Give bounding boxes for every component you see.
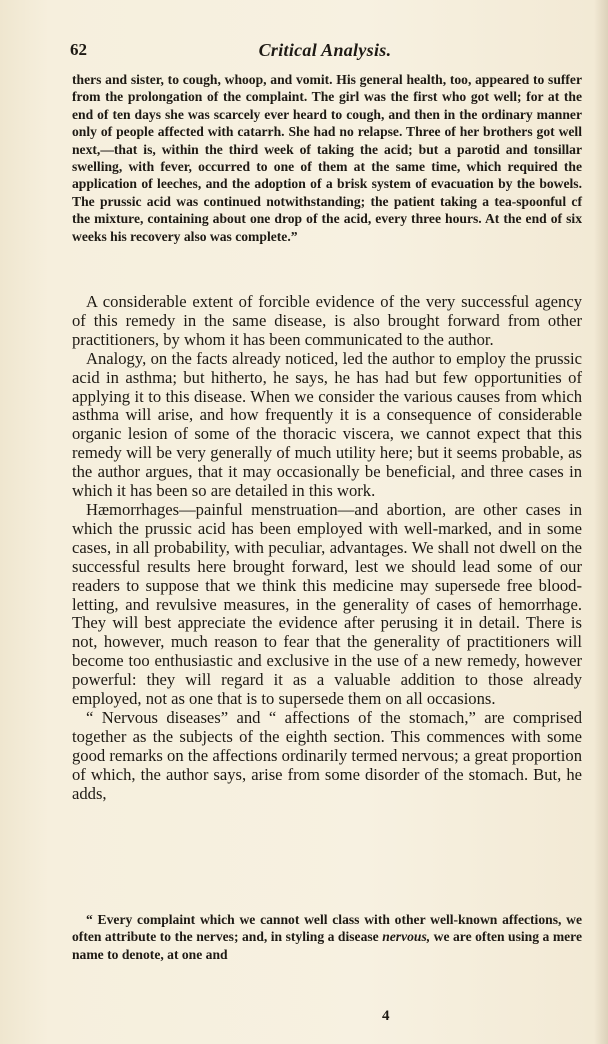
paragraph-asthma: Analogy, on the facts already noticed, led the author to employ the prussic acid in asthma; but hitherto, he says, he has had but few opportunities of applying it to this disease. When we consider the various causes from which asthma will arise, and how frequently it is a consequence of considerable organic lesion of some of the thoracic viscera, we cannot expect that this remedy will be very generally of much utility here; but it seems probable, as the author argues, that it may occasionally be beneficial, and three cases in which it has been so are detailed in this work. [72,348,582,501]
paragraph-haemorrhages: Hæmorrhages—painful menstruation—and abortion, are other cases in which the prussic acid has been employed with well-marked, and in some cases, in all probability, with peculiar, advantages. We shall not dwell on the successful results here brought forward, lest we should lead some of our readers to suppose that we think this medicine may supersede free blood-letting, and revulsive measures, in the generality of cases of hemorrhage. They will best appreciate the evidence after perusing it in detail. There is not, however, much reason to fear that the generality of practitioners will become too enthusiastic and exclusive in the use of a new remedy, however powerful: they will regard it as a valuable addition to those already employed, not as one that is to supersede them on all occasions. [72,499,582,709]
quote-text: thers and sister, to cough, whoop, and vomit. His general health, too, appeared to suffer from the prolongation of the complaint. The girl was the first who got well; for at the end of ten days she was scarcely ever heard to cough, and then in the ordinary manner only of people affected with catarrh. She had no relapse. Three of her brothers got well next,—that is, within the third week of taking the acid; but a parotid and tonsillar swelling, with fever, occurred to one of them at the same time, which required the application of leeches, and the adoption of a brisk system of evacuation by the bowels. The prussic acid was continued notwithstanding; the patient taking a tea-spoonful cf the mixture, containing about one drop of the acid, every three hours. At the end of six weeks his recovery also was complete.” [72,72,582,244]
main-body [72,293,582,803]
paragraph-evidence: A considerable extent of forcible evidence of the very successful agency of this remedy in the same disease, is also brought forward from other practitioners, by whom it has been communicated to the author. [72,292,582,349]
quote-start-after: we are often using a mere name to denote, at one and [72,929,583,962]
page-number: 62 [70,40,87,59]
page-edge-shadow [594,0,608,1044]
quote-start-before: “ Every complaint which we cannot well class with other well-known affections, we often attribute to the nerves; and, in styling a disease [72,912,582,945]
quoted-passage-continued [72,71,582,245]
quote-start-italic: nervous, [382,929,431,945]
page-header [70,40,580,66]
quote-start-text [72,911,582,963]
running-title: Critical Analysis. [258,40,392,60]
quoted-passage-start [72,911,582,963]
signature-mark: 4 [382,1008,390,1024]
paragraph-nervous-diseases: “ Nervous diseases” and “ affections of the stomach,” are comprised together as the subjects of the eighth section. This commences with some good remarks on the affections ordinarily termed nervous; a great proportion of which, the author says, arise from some disorder of the stomach. But, he adds, [72,707,582,803]
